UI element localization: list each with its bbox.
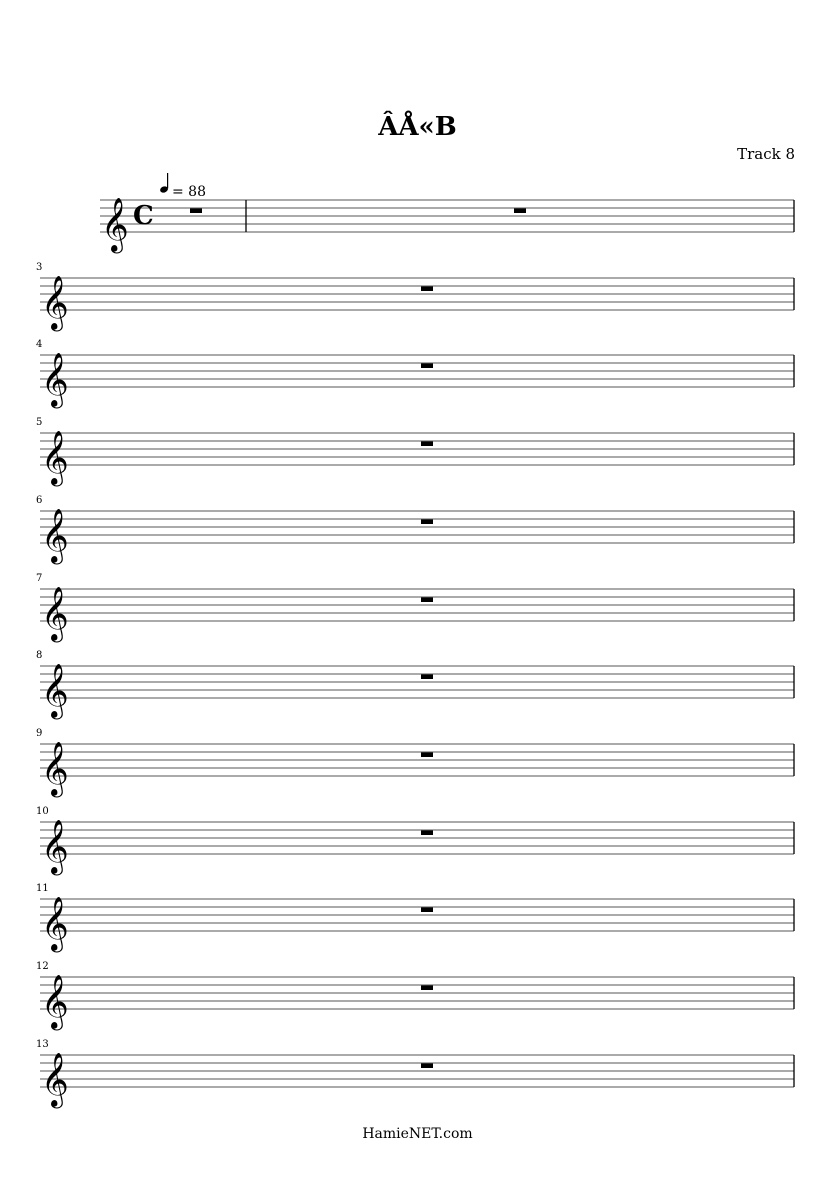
staff-system [36, 961, 794, 1031]
staff-system [36, 262, 794, 332]
measure-number: 4 [36, 339, 43, 350]
common-time-signature: C [133, 201, 154, 231]
whole-rest [421, 442, 433, 447]
measure-number: 5 [36, 417, 43, 428]
whole-rest [421, 520, 433, 525]
treble-clef-icon: 𝄞 [41, 508, 69, 563]
measure-number: 7 [36, 573, 43, 584]
staff-system [36, 495, 794, 565]
treble-clef-icon: 𝄞 [41, 819, 69, 874]
whole-rest [421, 598, 433, 603]
treble-clef-icon: 𝄞 [41, 275, 69, 330]
staff-system [36, 728, 794, 798]
treble-clef-icon: 𝄞 [41, 741, 69, 796]
staff-system [36, 883, 794, 953]
treble-clef-icon: 𝄞 [41, 352, 69, 407]
treble-clef-icon: 𝄞 [41, 896, 69, 951]
whole-rest [421, 675, 433, 680]
instrument-name: Track 8 [737, 145, 795, 163]
staff-system [36, 339, 794, 409]
staff-system [36, 806, 794, 876]
measure-number: 9 [36, 728, 43, 739]
measure-number: 3 [36, 262, 43, 273]
whole-rest [514, 209, 526, 214]
staff-system [36, 1039, 794, 1109]
measure-number: 10 [36, 806, 49, 817]
tempo-marking: = 88 [172, 184, 206, 200]
whole-rest [421, 287, 433, 292]
footer-credit: HamieNET.com [362, 1126, 473, 1142]
measure-number: 8 [36, 650, 43, 661]
whole-rest [421, 364, 433, 369]
treble-clef-icon: 𝄞 [41, 430, 69, 485]
treble-clef-icon: 𝄞 [41, 586, 69, 641]
treble-clef-icon: 𝄞 [41, 974, 69, 1029]
measure-number: 6 [36, 495, 43, 506]
treble-clef-icon: 𝄞 [41, 663, 69, 718]
staff-system [36, 417, 794, 487]
measure-number: 11 [36, 883, 49, 894]
treble-clef-icon: 𝄞 [41, 1052, 69, 1107]
whole-rest [190, 209, 202, 214]
whole-rest [421, 908, 433, 913]
whole-rest [421, 753, 433, 758]
treble-clef-icon: 𝄞 [101, 197, 129, 252]
score-title: ÂÅ«B [378, 112, 457, 142]
whole-rest [421, 831, 433, 836]
staff-system [100, 173, 794, 254]
measure-number: 13 [36, 1039, 49, 1050]
staff-system [36, 650, 794, 720]
whole-rest [421, 986, 433, 991]
measure-number: 12 [36, 961, 49, 972]
whole-rest [421, 1064, 433, 1069]
staff-system [36, 573, 794, 643]
